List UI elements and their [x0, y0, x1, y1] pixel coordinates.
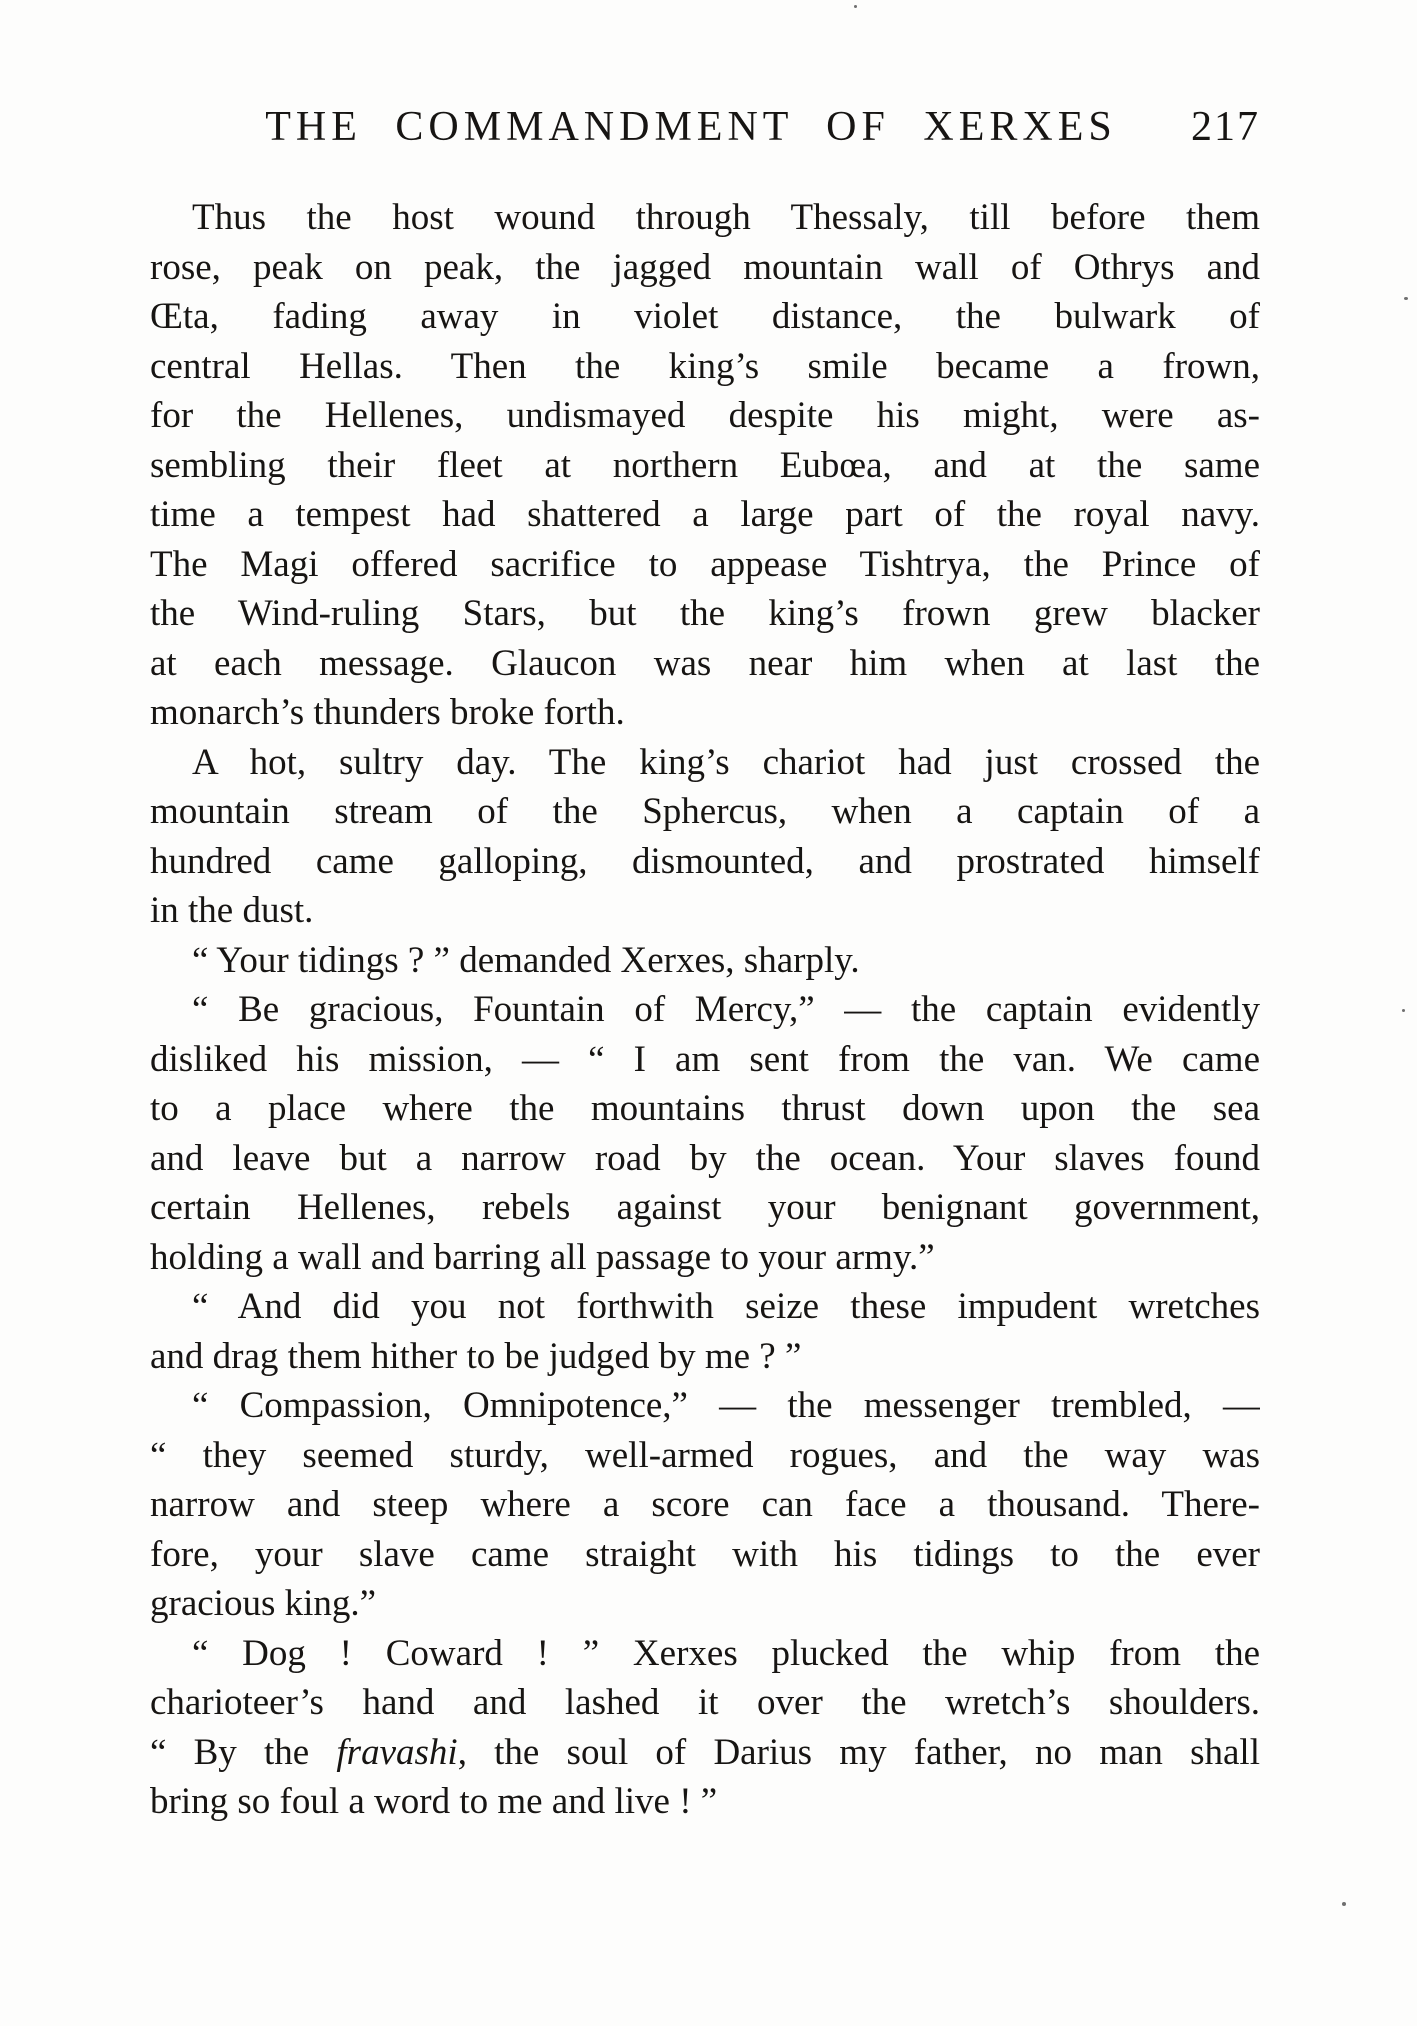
scan-speck: [1342, 1902, 1346, 1906]
paragraph: [150, 1282, 1260, 1381]
chapter-title: THE COMMANDMENT OF XERXES: [265, 104, 1117, 150]
text-line: certain Hellenes, rebels against your benignant government,: [150, 1187, 1260, 1228]
paragraph: [150, 936, 1260, 986]
scan-speck: [1404, 297, 1408, 300]
page-body: [150, 193, 1260, 1827]
text-line: rose, peak on peak, the jagged mountain wall of Othrys and: [150, 246, 1260, 288]
text-line: time a tempest had shattered a large part of the royal navy.: [150, 494, 1260, 535]
text-segment: , the soul of Darius my father, no man shall: [457, 1731, 1260, 1773]
text-line: The Magi offered sacrifice to appease Tishtrya, the Prince of: [150, 543, 1260, 585]
text-line: to a place where the mountains thrust down upon the sea: [150, 1088, 1260, 1129]
text-line: [150, 1728, 1260, 1778]
text-line: “ Compassion, Omnipotence,” — the messenger trembled, —: [192, 1385, 1260, 1426]
text-line: disliked his mission, — “ I am sent from the van. We came: [150, 1038, 1260, 1080]
text-line: and drag them hither to be judged by me ? ”: [150, 1335, 802, 1377]
text-line: the Wind-ruling Stars, but the king’s frown grew blacker: [150, 593, 1260, 634]
text-line: and leave but a narrow road by the ocean. Your slaves found: [150, 1137, 1260, 1179]
text-line: “ Your tidings ? ” demanded Xerxes, sharply.: [192, 939, 860, 981]
text-line: “ Be gracious, Fountain of Mercy,” — the captain evidently: [192, 989, 1260, 1030]
text-line: sembling their fleet at northern Eubœa, and at the same: [150, 444, 1260, 486]
text-line: holding a wall and barring all passage to your army.”: [150, 1236, 935, 1278]
text-line: bring so foul a word to me and live ! ”: [150, 1781, 718, 1822]
paragraph: [150, 193, 1260, 738]
text-line: Thus the host wound through Thessaly, till before them: [192, 197, 1260, 238]
paragraph: [150, 985, 1260, 1282]
scan-speck: [854, 5, 857, 8]
text-line: monarch’s thunders broke forth.: [150, 692, 625, 733]
text-line: charioteer’s hand and lashed it over the wretch’s shoulders.: [150, 1682, 1260, 1723]
text-segment: “ By the: [150, 1731, 337, 1773]
paragraph: [150, 1629, 1260, 1827]
text-line: narrow and steep where a score can face a thousand. There-: [150, 1484, 1260, 1525]
text-line: A hot, sultry day. The king’s chariot had just crossed the: [192, 741, 1260, 783]
text-line: at each message. Glaucon was near him when at last the: [150, 642, 1260, 684]
paragraph: [150, 738, 1260, 936]
text-line: central Hellas. Then the king’s smile became a frown,: [150, 345, 1260, 387]
page-number: 217: [1191, 104, 1260, 150]
text-line: fore, your slave came straight with his tidings to the ever: [150, 1533, 1260, 1575]
text-line: gracious king.”: [150, 1583, 377, 1624]
text-line: Œta, fading away in violet distance, the bulwark of: [150, 296, 1260, 337]
text-line: mountain stream of the Sphercus, when a captain of a: [150, 791, 1260, 832]
text-line: “ And did you not forthwith seize these impudent wretches: [192, 1286, 1260, 1327]
text-line: “ Dog ! Coward ! ” Xerxes plucked the whip from the: [192, 1632, 1260, 1674]
italic-text: fravashi: [336, 1731, 458, 1773]
text-line: “ they seemed sturdy, well-armed rogues, and the way was: [150, 1434, 1260, 1476]
text-line: for the Hellenes, undismayed despite his might, were as-: [150, 395, 1260, 436]
text-line: in the dust.: [150, 890, 314, 931]
paragraph: [150, 1381, 1260, 1629]
scan-speck: [1402, 1009, 1405, 1012]
page-header: [150, 103, 1260, 155]
text-line: hundred came galloping, dismounted, and prostrated himself: [150, 840, 1260, 882]
